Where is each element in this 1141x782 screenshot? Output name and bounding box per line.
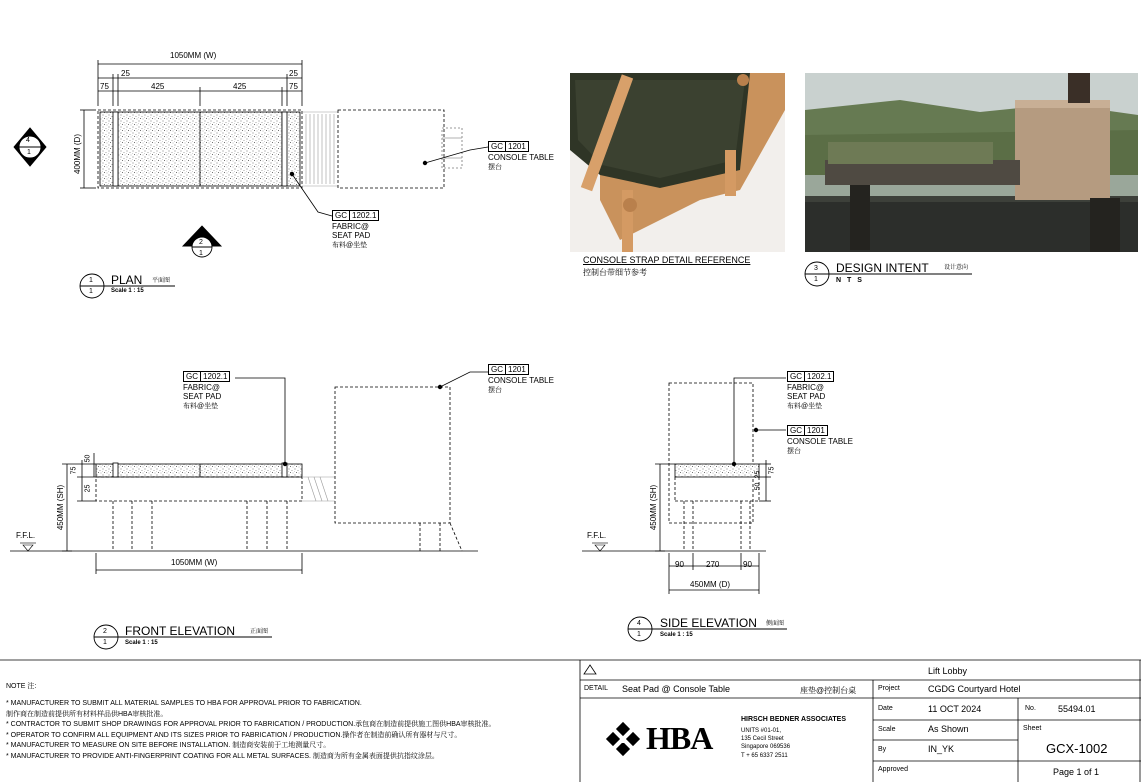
plan-dim-25b: 25	[289, 69, 298, 78]
front-title-scale: Scale 1 : 15	[125, 640, 158, 646]
note-line: * MANUFACTURER TO PROVIDE ANTI-FINGERPRINT COATING FOR ALL METAL SURFACES. 制造商为所有金属表面提供抗指纹涂层。	[6, 752, 439, 760]
front-tag-fabric-name2: SEAT PAD	[183, 392, 222, 401]
side-title-cn: 侧面图	[766, 621, 785, 627]
tb-date-label: Date	[878, 705, 893, 712]
front-title-num: 2	[103, 628, 107, 635]
side-dim-50: 50	[754, 482, 762, 491]
side-dim-75: 75	[768, 466, 776, 475]
tag-prefix: GC	[787, 371, 805, 382]
notes-list	[6, 699, 576, 762]
plan-tag-console-cn: 摆台	[488, 164, 502, 171]
note-line: * CONTRACTOR TO SUBMIT SHOP DRAWINGS FOR APPROVAL PRIOR TO FABRICATION / PRODUCTION.承包商在制造前提供施工图供HBA审核批准。	[6, 721, 496, 728]
tb-by-value: IN_YK	[928, 744, 955, 754]
side-dim-90b: 90	[743, 560, 752, 569]
plan-dim-75a: 75	[100, 82, 109, 91]
tag-prefix: GC	[488, 364, 506, 375]
side-dim-sh: 450MM (SH)	[649, 484, 659, 531]
tb-sheet-label: Sheet	[1023, 725, 1042, 732]
tag-code: 1202.1	[805, 371, 834, 382]
tb-page: Page 1 of 1	[1053, 767, 1100, 777]
section-2-num: 2	[199, 239, 203, 246]
side-title-scale: Scale 1 : 15	[660, 632, 693, 638]
di-sheet: 1	[814, 276, 818, 283]
hba-logo-mark	[606, 722, 640, 756]
side-dim-25: 25	[754, 470, 762, 479]
front-tag-console-cn: 摆台	[488, 387, 502, 394]
tb-scale-value: As Shown	[928, 724, 969, 734]
front-tag-console-name: CONSOLE TABLE	[488, 376, 554, 385]
side-ffl: F.F.L.	[587, 531, 607, 540]
plan-dim-depth: 400MM (D)	[73, 133, 82, 174]
front-dim-w: 1050MM (W)	[171, 558, 218, 567]
design-intent-photo	[805, 73, 1138, 252]
tb-scale-label: Scale	[878, 726, 896, 733]
plan-dim-425b: 425	[233, 82, 247, 91]
di-label: DESIGN INTENT	[836, 261, 929, 275]
strap-caption-cn: 控制台带细节参考	[583, 268, 647, 277]
front-title-sheet: 1	[103, 639, 107, 646]
tag-code: 1202.1	[201, 371, 230, 382]
side-title-label: SIDE ELEVATION	[660, 616, 757, 630]
side-tag-fabric-name1: FABRIC@	[787, 383, 825, 392]
plan-tag-fabric-name1: FABRIC@	[332, 222, 370, 231]
front-elevation	[10, 372, 488, 574]
strap-caption: CONSOLE STRAP DETAIL REFERENCE	[583, 255, 751, 265]
side-tag-fabric-cn: 布料@坐垫	[787, 403, 823, 410]
tb-date-value: 11 OCT 2024	[928, 704, 982, 714]
di-scale: N T S	[836, 277, 864, 284]
side-dim-d: 450MM (D)	[690, 580, 731, 589]
front-dim-75: 75	[70, 466, 78, 475]
front-dim-sh: 450MM (SH)	[56, 484, 66, 531]
front-title-label: FRONT ELEVATION	[125, 624, 236, 638]
front-ffl: F.F.L.	[16, 531, 36, 540]
tb-addr3: Singapore 069536	[741, 744, 791, 750]
plan-tag-fabric-name2: SEAT PAD	[332, 231, 371, 240]
section-2-sheet: 1	[199, 250, 203, 257]
tb-approved-label: Approved	[878, 766, 908, 773]
tag-code: 1201	[805, 425, 828, 436]
plan-dim-25a: 25	[121, 69, 130, 78]
di-cn: 设计意向	[944, 265, 969, 271]
plan-title-cn: 平面图	[152, 278, 171, 284]
side-tag-console	[787, 425, 828, 436]
plan-tag-fabric-cn: 布料@坐垫	[332, 242, 368, 249]
plan-view	[80, 60, 488, 216]
plan-tag-fabric	[332, 210, 379, 221]
side-title-num: 4	[637, 620, 641, 627]
plan-title-sheet: 1	[89, 288, 93, 295]
tb-project-value: CGDG Courtyard Hotel	[928, 684, 1021, 694]
tb-detail-cn: 座垫@控制台桌	[800, 686, 857, 695]
plan-tag-console-name: CONSOLE TABLE	[488, 153, 554, 162]
hba-logo-text: HBA	[646, 720, 713, 756]
tb-no-value: 55494.01	[1058, 704, 1096, 714]
plan-tag-console	[488, 141, 529, 152]
tag-code: 1202.1	[350, 210, 379, 221]
tb-addr1: UNITS #01-01,	[741, 728, 782, 734]
side-title-sheet: 1	[637, 631, 641, 638]
tb-detail-label: DETAIL	[584, 685, 608, 692]
title-bubbles	[80, 262, 972, 649]
section-4-sheet: 1	[27, 149, 31, 156]
notes-heading: NOTE 注:	[6, 683, 37, 690]
note-line: * MANUFACTURER TO MEASURE ON SITE BEFORE INSTALLATION. 制造商安装前于工地测量尺寸。	[6, 742, 331, 749]
tb-project-label: Project	[878, 685, 900, 692]
tb-detail-value: Seat Pad @ Console Table	[622, 684, 731, 694]
side-dim-270: 270	[706, 560, 720, 569]
plan-dim-425a: 425	[151, 82, 165, 91]
front-dim-50: 50	[84, 454, 92, 463]
tag-prefix: GC	[332, 210, 350, 221]
note-line: * MANUFACTURER TO SUBMIT ALL MATERIAL SAMPLES TO HBA FOR APPROVAL PRIOR TO FABRICATION.	[6, 700, 362, 707]
tb-sheet-value: GCX-1002	[1046, 741, 1108, 756]
front-title-cn: 正面图	[250, 629, 269, 635]
tag-code: 1201	[506, 141, 529, 152]
front-dim-25: 25	[84, 484, 92, 493]
tb-company: HIRSCH BEDNER ASSOCIATES	[741, 716, 847, 723]
section-4-num: 4	[26, 137, 30, 144]
tb-no-label: No.	[1025, 705, 1036, 712]
tb-location: Lift Lobby	[928, 666, 968, 676]
note-line: * OPERATOR TO CONFIRM ALL EQUIPMENT AND ITS SIZES PRIOR TO FABRICATION / PRODUCTION.操作者在制造前确认所有器材与尺寸。	[6, 731, 462, 739]
tag-prefix: GC	[787, 425, 805, 436]
note-line: 制作商在制造前提供所有材料样品供HBA审核批准。	[6, 710, 168, 718]
tag-prefix: GC	[488, 141, 506, 152]
plan-dim-total: 1050MM (W)	[170, 51, 217, 60]
tag-prefix: GC	[183, 371, 201, 382]
front-tag-fabric-name1: FABRIC@	[183, 383, 221, 392]
side-tag-console-cn: 摆台	[787, 448, 801, 455]
side-tag-fabric-name2: SEAT PAD	[787, 392, 826, 401]
front-tag-fabric-cn: 布料@坐垫	[183, 403, 219, 410]
tb-by-label: By	[878, 746, 887, 753]
tb-tel: T + 65 6337 2511	[741, 753, 788, 759]
di-num: 3	[814, 265, 818, 272]
plan-title-num: 1	[89, 277, 93, 284]
plan-title-scale: Scale 1 : 15	[111, 288, 144, 294]
side-tag-console-name: CONSOLE TABLE	[787, 437, 853, 446]
side-dim-90a: 90	[675, 560, 684, 569]
plan-title-label: PLAN	[111, 273, 143, 287]
front-tag-fabric	[183, 371, 230, 382]
side-tag-fabric	[787, 371, 834, 382]
front-tag-console	[488, 364, 529, 375]
tb-addr2: 135 Cecil Street	[741, 736, 784, 742]
plan-dim-75b: 75	[289, 82, 298, 91]
console-strap-photo	[570, 73, 785, 252]
tag-code: 1201	[506, 364, 529, 375]
